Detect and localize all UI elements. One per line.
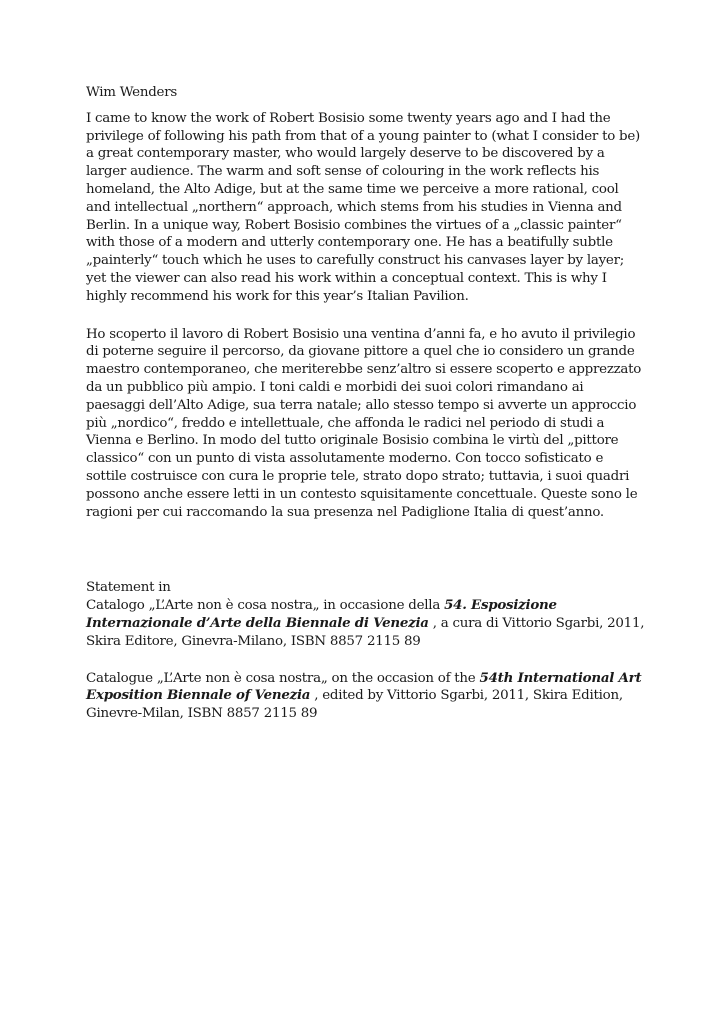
paragraph-english: I came to know the work of Robert Bosisio some twenty years ago and I had the privilege of following his path from that of a young painter to (what I consider to be) a great contemporary master, who would largely deserve to be discovered by a larger audience. The warm and soft sense of colouring in the work reflects his homeland, the Alto Adige, but at the same time we perceive a more rational, cool and intellectual „northern“ approach, which stems from his studies in Vienna and Berlin. In a unique way, Robert Bosisio combines the virtues of a „classic painter“ with those of a modern and utterly contemporary one. He has a beatifully subtle „painterly“ touch which he uses to carefully construct his canvases layer by layer; yet the viewer can also read his work within a conceptual context. This is why I highly recommend his work for this year’s Italian Pavilion. bbox=[86, 110, 641, 304]
statement-heading: Statement in bbox=[86, 580, 171, 596]
statement-english-text: Catalogue „L’Arte non è cosa nostra„ on the occasion of the bbox=[86, 670, 480, 686]
statement-english bbox=[86, 670, 645, 723]
paragraph-italian: Ho scoperto il lavoro di Robert Bosisio una ventina d’anni fa, e ho avuto il privilegio di poterne seguire il percorso, da giovane pittore a quel che io considero un grande maestro contemporaneo, che meriterebbe senz’altro si essere scoperto e apprezzato da un pubblico più ampio. I toni caldi e morbidi dei suoi colori rimandano ai paesaggi dell’Alto Adige, sua terra natale; allo stesso tempo si avverte un approccio più „nordico“, freddo e intellettuale, che affonda le radici nel periodo di studi a Vienna e Berlino. In modo del tutto originale Bosisio combina le virtù del „pittore classico“ con un punto di vista assolutamente moderno. Con tocco sofisticato e sottile costruisce con cura le proprie tele, strato dopo strato; tuttavia, i suoi quadri possono anche essere letti in un contesto squisitamente concettuale. Queste sono le ragioni per cui raccomando la sua presenza nel Padiglione Italia di quest’anno. bbox=[86, 326, 642, 520]
statement-italian bbox=[86, 597, 645, 650]
statement-italian-details: , a cura di Vittorio Sgarbi, 2011, Skira Editore, Ginevra-Milano, ISBN 8857 2115 89 bbox=[86, 615, 645, 649]
statement-italian-exhibition-title: 54. Esposizione Internazionale d’Arte della Biennale di Venezia bbox=[86, 597, 557, 631]
statement-english-exhibition-title: 54th International Art Exposition Biennale of Venezia bbox=[86, 669, 642, 704]
section-spacer bbox=[86, 541, 645, 579]
statement-english-details: , edited by Vittorio Sgarbi, 2011, Skira Edition, Ginevre-Milan, ISBN 8857 2115 89 bbox=[86, 688, 623, 722]
document-body bbox=[86, 84, 645, 723]
author-name: Wim Wenders bbox=[86, 85, 178, 100]
statement-italian-text: Catalogo „L’Arte non è cosa nostra„ in occasione della bbox=[86, 598, 445, 614]
